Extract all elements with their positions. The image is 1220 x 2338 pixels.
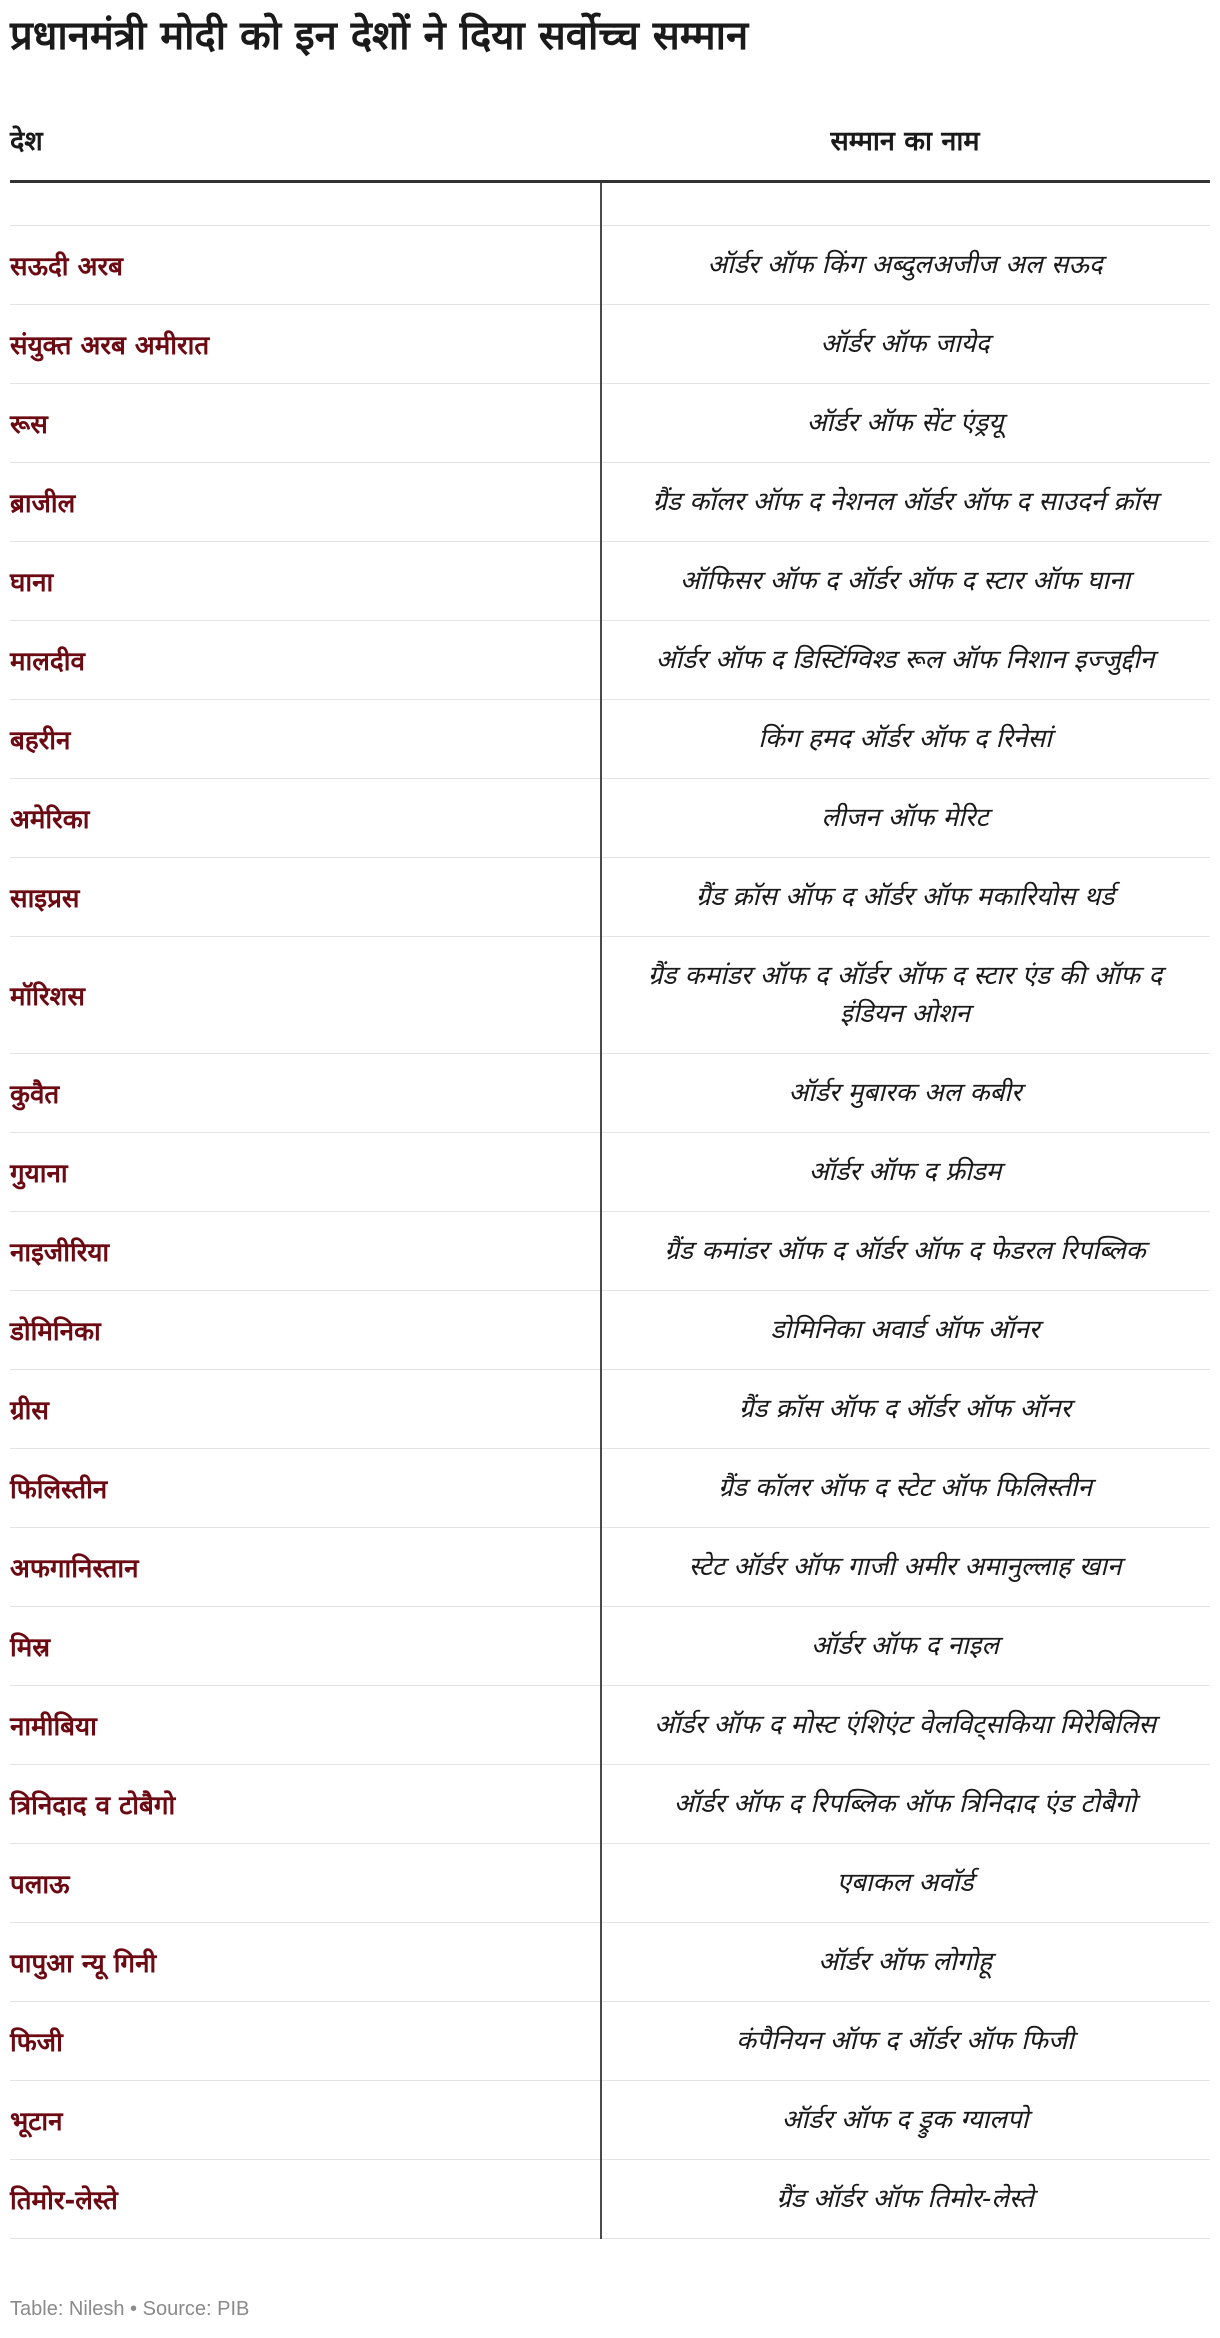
country-cell: पलाऊ [10,1870,70,1900]
award-cell: डोमिनिका अवार्ड ऑफ ऑनर [770,1315,1040,1345]
country-cell: फिलिस्तीन [10,1475,108,1505]
award-cell: ऑर्डर ऑफ किंग अब्दुलअजीज अल सऊद [707,250,1103,280]
country-cell: अमेरिका [10,805,90,835]
table-row [10,2002,1210,2081]
table-row [10,1686,1210,1765]
award-cell: ऑर्डर ऑफ जायेद [820,329,990,359]
award-cell: ग्रैंड कमांडर ऑफ द ऑर्डर ऑफ द फेडरल रिपब्लिक [664,1236,1146,1266]
country-cell: ग्रीस [10,1396,49,1426]
table-row [10,1923,1210,2002]
table-row [10,1054,1210,1133]
table-row [10,621,1210,700]
award-cell: ग्रैंड क्रॉस ऑफ द ऑर्डर ऑफ मकारियोस थर्ड [695,882,1115,912]
table-row [10,1370,1210,1449]
country-cell: अफगानिस्तान [10,1554,139,1584]
award-cell: ऑर्डर ऑफ सेंट एंड्रयू [806,408,1004,438]
table-spacer-row [10,183,1210,226]
table-row [10,779,1210,858]
awards-table [10,110,1210,2239]
country-cell: मिस्र [10,1633,51,1663]
award-cell: ऑर्डर ऑफ लोगोहू [818,1947,992,1977]
award-cell: ग्रैंड कॉलर ऑफ द स्टेट ऑफ फिलिस्तीन [718,1473,1092,1503]
award-cell: लीजन ऑफ मेरिट [821,803,989,833]
country-cell: सऊदी अरब [10,252,123,282]
award-cell: ग्रैंड कमांडर ऑफ द ऑर्डर ऑफ द स्टार एंड की ऑफ द इंडियन ओशन [647,961,1163,1029]
table-row [10,1291,1210,1370]
award-cell: एबाकल अवॉर्ड [836,1868,974,1898]
country-cell: घाना [10,568,54,598]
table-row [10,700,1210,779]
country-cell: नामीबिया [10,1712,97,1742]
country-cell: डोमिनिका [10,1317,101,1347]
country-cell: मालदीव [10,647,85,677]
award-cell: ऑर्डर ऑफ द फ्रीडम [808,1157,1002,1187]
country-cell: बहरीन [10,726,71,756]
award-cell: ऑर्डर ऑफ द ड्रुक ग्यालपो [781,2105,1029,2135]
header-country: देश [10,126,43,157]
header-award: सम्मान का नाम [830,126,980,157]
country-cell: नाइजीरिया [10,1238,110,1268]
award-cell: ऑर्डर ऑफ द मोस्ट एंशिएंट वेलविट्सकिया मिरेबिलिस [654,1710,1156,1740]
country-cell: पापुआ न्यू गिनी [10,1949,157,1979]
source-credit: Table: Nilesh • Source: PIB [10,2298,250,2320]
country-cell: साइप्रस [10,884,80,914]
table-header [10,110,1210,183]
country-cell: ब्राजील [10,489,76,519]
award-cell: ऑर्डर मुबारक अल कबीर [788,1078,1022,1108]
award-cell: ग्रैंड क्रॉस ऑफ द ऑर्डर ऑफ ऑनर [738,1394,1072,1424]
table-row [10,2081,1210,2160]
country-cell: तिमोर-लेस्ते [10,2186,118,2216]
table-row [10,463,1210,542]
table-row [10,858,1210,937]
award-cell: कंपैनियन ऑफ द ऑर्डर ऑफ फिजी [736,2026,1074,2056]
table-row [10,384,1210,463]
table-row [10,305,1210,384]
table-row [10,1528,1210,1607]
table-row [10,1449,1210,1528]
country-cell: गुयाना [10,1159,68,1189]
country-cell: त्रिनिदाद व टोबैगो [10,1791,176,1821]
country-cell: मॉरिशस [10,982,85,1012]
country-cell: फिजी [10,2028,63,2058]
table-row [10,226,1210,305]
table-row [10,1844,1210,1923]
column-divider [600,183,602,2239]
country-cell: भूटान [10,2107,63,2137]
table-row [10,1765,1210,1844]
table-row [10,937,1210,1054]
table-row [10,1212,1210,1291]
table-row [10,1133,1210,1212]
table-row [10,542,1210,621]
page-title: प्रधानमंत्री मोदी को इन देशों ने दिया सर्वोच्च सम्मान [10,13,749,59]
award-cell: किंग हमद ऑर्डर ऑफ द रिनेसां [758,724,1052,754]
award-cell: ग्रैंड ऑर्डर ऑफ तिमोर-लेस्ते [776,2184,1034,2214]
award-cell: ऑर्डर ऑफ द डिस्टिंग्विश्ड रूल ऑफ निशान इज्जुद्दीन [655,645,1155,675]
table-row [10,2160,1210,2239]
table-row [10,1607,1210,1686]
award-cell: स्टेट ऑर्डर ऑफ गाजी अमीर अमानुल्लाह खान [688,1552,1122,1582]
country-cell: संयुक्त अरब अमीरात [10,331,210,361]
award-cell: ऑर्डर ऑफ द नाइल [811,1631,999,1661]
award-cell: ऑर्डर ऑफ द रिपब्लिक ऑफ त्रिनिदाद एंड टोबैगो [673,1789,1137,1819]
country-cell: कुवैत [10,1080,60,1110]
award-cell: ग्रैंड कॉलर ऑफ द नेशनल ऑर्डर ऑफ द साउदर्न क्रॉस [652,487,1158,517]
table-body [10,183,1210,2239]
award-cell: ऑफिसर ऑफ द ऑर्डर ऑफ द स्टार ऑफ घाना [679,566,1131,596]
country-cell: रूस [10,410,48,440]
